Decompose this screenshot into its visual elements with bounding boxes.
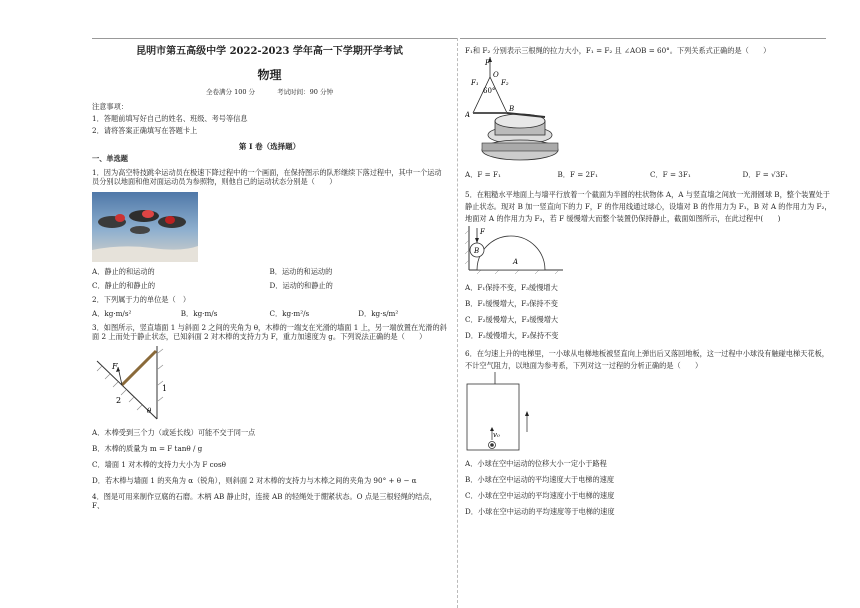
option-a: A．静止的和运动的 (92, 267, 155, 276)
option-b: B．F = 2F₁ (557, 170, 598, 179)
question-6-stem: 6．在匀速上升的电梯里，一小球从电梯地板被竖直向上弹出后又落回地板，这一过程中小球没有触碰电梯天花板，不计空气阻力，以地面为参考系，下列对这一过程的分析正确的是（ ） (465, 348, 829, 370)
question-3-stem: 3．如图所示，竖直墙面 1 与斜面 2 之间的夹角为 θ，木棒的一端支在光滑的墙面 1 上，另一端放置在光滑的斜面 2 上而处于静止状态，已知斜面 2 对木棒的支持力为 F，重力加速度为 g。下列说法正确的是（ ） (92, 323, 447, 341)
top-rule-right (460, 38, 826, 39)
option-d: D．F = √3F₁ (742, 170, 789, 179)
full-score: 全卷满分 100 分 (206, 87, 256, 96)
label-60: 60° (483, 87, 496, 95)
left-column (92, 40, 447, 510)
label-A: A (465, 111, 471, 119)
hemisphere-ball-figure (465, 226, 565, 276)
option-c: C．静止的和静止的 (92, 281, 156, 290)
question-1-options (92, 267, 447, 290)
top-rule-left (92, 38, 458, 39)
label-F: F (480, 227, 485, 236)
option-c: C．F₂缓慢增大，F₃缓慢增大 (465, 314, 559, 324)
option-c: C．小球在空中运动的平均速度小于电梯的速度 (465, 491, 615, 501)
exam-meta (92, 88, 447, 96)
option-a: A．木棒受到三个力（或延长线）可能不交于同一点 (92, 428, 256, 437)
elevator-figure (465, 372, 545, 452)
label-B: B (474, 246, 480, 255)
question-2 (92, 295, 447, 318)
question-4-options (465, 170, 835, 179)
option-d: D．运动的和静止的 (269, 281, 333, 290)
label-theta: θ (147, 407, 152, 415)
question-5-stem: 5．在粗糙水平地面上与墙平行放着一个截面为半圆的柱状物体 A，A 与竖直墙之间放一光滑圆球 B，整个装置处于静止状态。现对 B 加一竖直向下的力 F，F 的作用线通过球心，设墙对 B 的作用力为 F₁，B 对 A 的作用力为 F₂，地面对 A 的作用力为 F₃，若 F 缓慢增大而整个装置仍保持静止，截面如图所示，在此过程中( ) (465, 190, 832, 224)
question-4-stem-cont: F₁和 F₂ 分别表示三根绳的拉力大小，F₁ = F₂ 且 ∠AOB = 60°。下列关系式正确的是（ ） (465, 46, 771, 55)
exam-time: 考试时间：90 分钟 (277, 87, 333, 96)
notes-heading: 注意事项： (92, 101, 128, 111)
exam-subject: 物理 (257, 67, 282, 82)
option-a: A．F₁保持不变，F₃缓慢增大 (465, 282, 558, 292)
skydivers-photo (92, 192, 198, 262)
label-F1: F₁ (471, 79, 479, 87)
option-c: C．墙面 1 对木棒的支持力大小为 F cosθ (92, 460, 227, 469)
option-c: C．F = 3F₁ (650, 170, 691, 179)
skydivers-image (92, 192, 198, 262)
option-d: D．小球在空中运动的平均速度等于电梯的速度 (465, 507, 615, 517)
label-A: A (513, 257, 519, 266)
question-4-start: 4．图是可用来制作豆腐的石磨。木柄 AB 静止时，连接 AB 的轻绳处于绷紧状态。O 点是三根轻绳的结点，F、 (92, 492, 437, 510)
wall-incline-figure (92, 341, 212, 421)
option-a: A．F = F₁ (465, 170, 501, 179)
note-item: 2．请将答案正确填写在答题卡上 (92, 125, 198, 135)
option-b: B．F₁缓慢增大，F₃保持不变 (465, 298, 558, 308)
option-b: B．木棒的质量为 m = F tanθ / g (92, 444, 203, 453)
note-item: 1．答题前填写好自己的姓名、班级、考号等信息 (92, 113, 248, 123)
label-F: F (485, 59, 490, 67)
question-2-stem: 2．下列属于力的单位是（ ） (92, 295, 191, 304)
option-a: A．kg·m/s² (92, 309, 132, 318)
question-6 (465, 348, 835, 516)
label-F2: F₂ (501, 79, 509, 87)
label-O: O (493, 71, 499, 79)
question-1-stem: 1．因为高空特技跳伞运动员在极速下降过程中的一个画面，在保持图示的队形继续下落过程中，其中一个运动员分别以地面和他对面运动员为参照物，则他自己的运动状态分别是（ ） (92, 168, 442, 186)
column-divider (457, 38, 458, 608)
question-2-options (92, 309, 447, 318)
stone-mill-figure (465, 55, 565, 165)
option-d: D．F₂缓慢增大，F₃保持不变 (465, 330, 559, 340)
option-c: C．kg·m²/s (269, 309, 310, 318)
label-F: F (112, 362, 118, 371)
question-5 (465, 189, 835, 340)
option-d: D．kg·s/m² (358, 309, 399, 318)
question-3 (92, 323, 447, 485)
question-1 (92, 168, 447, 290)
exam-title: 昆明市第五高级中学 2022-2023 学年高一下学期开学考试 (136, 46, 403, 57)
label-B: B (509, 105, 515, 113)
option-d: D．若木棒与墙面 1 的夹角为 α（锐角），则斜面 2 对木棒的支持力与木棒之间的夹角为 90° + θ − α (92, 476, 417, 485)
option-b: B．小球在空中运动的平均速度大于电梯的速度 (465, 475, 615, 485)
label-1: 1 (162, 384, 168, 393)
part-one-heading: 第 I 卷（选择题） (238, 141, 301, 151)
label-2: 2 (116, 396, 122, 405)
right-column (465, 40, 835, 516)
option-a: A．小球在空中运动的位移大小一定小于路程 (465, 459, 607, 469)
option-b: B．kg·m/s (180, 309, 218, 318)
section-heading: 一、单选题 (92, 154, 128, 163)
option-b: B．运动的和运动的 (269, 267, 333, 276)
label-v0: v₀ (493, 431, 500, 440)
